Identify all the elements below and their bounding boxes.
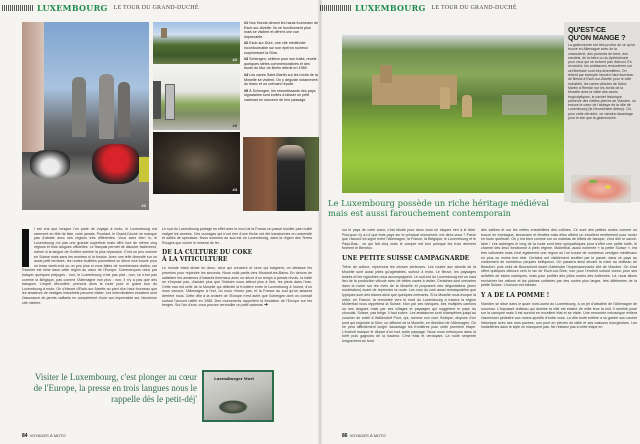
castle-tower bbox=[380, 65, 392, 83]
castle-tower bbox=[462, 95, 472, 117]
pull-quote: Visiter le Luxembourg, c'est plonger au cœur de l'Europe, la presse en trois langues nous le rappelle dès le petit-déj' bbox=[33, 372, 197, 404]
photo-esch-sur-sure bbox=[153, 22, 240, 64]
header-subtitle: LE TOUR DU GRAND-DUCHÉ bbox=[431, 5, 517, 11]
section-title-culture-coke: DE LA CULTURE DU COKE À LA VITICULTURE bbox=[162, 249, 253, 263]
hatch-decoration bbox=[2, 5, 34, 11]
photo-motorcycles-furnaces bbox=[22, 22, 149, 210]
breakfast-items bbox=[218, 400, 248, 414]
photo-wine-cellar bbox=[153, 132, 240, 194]
photo-bourscheid-castle bbox=[342, 35, 566, 193]
body-column-2 bbox=[481, 228, 637, 330]
silo-shape bbox=[99, 74, 114, 139]
magazine-name: VOYAGES À MOTO bbox=[29, 433, 66, 438]
castle-tower bbox=[440, 87, 450, 109]
photo-padlocks bbox=[243, 137, 319, 211]
silo-shape bbox=[118, 82, 130, 137]
spine-gutter bbox=[318, 0, 322, 444]
photo-number: #2 bbox=[232, 57, 237, 62]
body-column-2 bbox=[162, 227, 312, 308]
castle-tower bbox=[161, 28, 167, 38]
sidebar-body: La gastronomie est très proche de ce qu'on trouve en Allemagne avec de la charcuterie, des pommes de terre, des strudels, de la bière ou du Apfelschorle pour ceux qui ne boivent pas d'alcool. En revanche, les ambiances rencontrées sur cet itinéraire sont très diversifiées. On retient par exemple l'ancien haut fourneau de Belval à Esch-sur-Alzette pour le côté industriel, les caves viticoles de Saint-Martin à Remich sur les bords de la Moselle avec la visite des caves troglodytiques, le cachet historique préservé des vieilles pierres de Vianden, ou encore le cœur de l'abbaye de la ville de Luxembourg (la Neumünster Abbey). Où, pour cette dernière, on viendra davantage pour le site que la gastronomie. bbox=[568, 43, 636, 121]
section-title-petite-suisse: UNE PETITE SUISSE CAMPAGNARDE bbox=[342, 254, 470, 262]
photo-captions bbox=[244, 21, 319, 105]
wall-segment bbox=[153, 81, 161, 119]
intro-paragraph: l est vrai que lorsque l'on parle de voyage à moto, le Luxembourg est rarement en tête de liste, voire jamais. Pourtant, le Grand-Duché ne manque pas d'atraits avec ses régions très différentes. Vous avez bien lu, le Luxembourg n'a pas une grande superficie mais offre tout de même cinq régions et trois langues officielles. Le français permet de discuter facilement, même si la langue de Goethe semble la plus répandue. C'est un peu comme en Suisse mais sans les montres ni la fondue. Avec une telle diversité sur un aussi petit territoire, les routes fouillées promettent un décor tout trouvé pour un beau week-end ou un peu plus si vous faites de nombreuses visites, car l'histoire est riche dans cette région au cœur de l'Europe. Commençons donc par balayer quelques préjugés : non, le Luxembourg n'est pas plat ; non, ce n'est pas comme la Belgique, pas comme l'Allemagne non plus ; non, il n'y a pas que des banques. L'esprit déconfiné, prenons alors la route pour le grand tour du Luxembourg à moto. On s'élance d'Esch-sur-Alzette au pied d'un haut fourneau que les amateurs de vestiges industriels peuvent visiter. Les interminables escaliers sont l'assurance de jarrets vaillants en complément d'une vue imprenable sur l'ancienne cité minière. bbox=[22, 227, 157, 305]
section-body: Le monde étant divisé en deux, ceux qui creusent et ceux qui baignent, on délaisse les premiers pour rejoindre les seconds. Nous voilà partis vers Mondorf-les-Bains. En dehors de satisfaire les amateurs d'instants thermaux avec un décor d'un temps à jamais révolu, la halte ne s'impose pas, d'autant plus que l'histoire nous attend plus à l'est, les pieds dans l'eau. Cette eau est celle de la Moselle qui délimite la frontière entre le Luxembourg à l'ouest, d'où nous venons, l'Allemagne à l'est, où nous n'irons pas, et la France au sud qu'on laissera derrière nous. Cette ville à la croisée de l'Europe n'est autre que Schengen dont on connaît surtout l'accord ratifié en 1985. Des monuments rappellent la fondation de l'Europe sur les berges. Sur l'un d'eux, vous pouvez verrouiller un petit cadenas ➜ bbox=[162, 266, 312, 309]
running-header bbox=[320, 3, 517, 13]
intro-paragraph-continued: Le sud du Luxembourg partage en effet avec le nord de la France un passé houiller pas rouillé malgré les années. Ces ouvrages qui n'ont rien d'une friche ont été transformés en université et salles de spectacle. Nous sommes au sud-est du Luxembourg, dans la région des Terres Rouges que colore le minerai de fer. bbox=[162, 227, 312, 245]
header-brand: LUXEMBOURG bbox=[37, 3, 108, 13]
header-brand: LUXEMBOURG bbox=[355, 3, 426, 13]
section-body: Trêve de culture, reprenons les choses sérieuses. Les routes aux abords de la Moselle sont aussi jolies qu'agréables, surtout à moto. Le fleuve, les paysages boisés et les vignobles nous accompagnent. Le sud-est du Luxembourg est un haut lieu de la production viticole avec de belles caves à visiter. Certaines sont creusées dans la roche sur les rives de la Moselle et proposent des dégustations (avec modération) avant de reprendre la route. Les crus du coin aussi remarquables que typiques sont des blancs ainsi que quelques crémants. Si la Moselle nous évoque la nôtre, en France, la remontée vers le nord du Luxembourg à travers la région Mullerthal nous rappellera la Suisse. Non par ses banques, ses multiples cantons ou ses langues mais par ses villages et paysages qui suggèrent le pays du chocolat. Suisse, pas belge, il faut suivre. Les ambiances sont champêtres jusqu'au coucher de soleil à Wallendorf Pont, qui, comme son nom l'indique, dispose d'un pont qui enjambe la Sûre, un affluent de la Moselle, en direction de l'Allemagne. On ne peut difficilement longer davantage les frontières pour cette première étape. L'endroit marque le départ d'un tout autre paysage. Nous nous enfonçons dans la forêt puis gagnons de la hauteur. C'est frais et verdoyant. La route serpente longuement au fond bbox=[342, 265, 476, 343]
caption-1: #1 Nos Honda devant les hauts fourneaux de Esch-sur-Alzette. Ils ne fonctionnent plus mais se visitent et offrent une vue imprenable. bbox=[244, 21, 319, 39]
page-number: 84 bbox=[22, 433, 28, 439]
header-subtitle: LE TOUR DU GRAND-DUCHÉ bbox=[113, 5, 199, 11]
grass-patch bbox=[139, 157, 149, 182]
magazine-name: VOYAGES À MOTO bbox=[349, 433, 386, 438]
page-folio bbox=[22, 433, 66, 439]
sidebar-photo-charcuterie bbox=[571, 175, 631, 203]
food-sidebar bbox=[564, 22, 640, 202]
hatch-decoration bbox=[320, 5, 352, 11]
headline: Le Luxembourg possède un riche héritage médiéval mais est aussi farouchement contemporain bbox=[328, 198, 550, 218]
white-motorcycle bbox=[30, 150, 70, 178]
continue-arrow-icon: ➜ bbox=[263, 302, 269, 309]
photo-newspaper bbox=[202, 370, 274, 422]
caption-2: #2 Esch-sur-Sûre, une cité médiévale incontournable sur son éperon rocheux surplombant la Sûre. bbox=[244, 41, 308, 55]
village bbox=[502, 95, 547, 115]
garnish bbox=[605, 185, 611, 189]
sidebar-title: QU'EST-CE QU'ON MANGE ? bbox=[568, 25, 626, 42]
photo-number: #4 bbox=[232, 187, 237, 192]
right-page bbox=[320, 0, 640, 444]
wall-segment bbox=[165, 84, 175, 120]
page-number: 86 bbox=[342, 433, 348, 439]
red-motorcycle bbox=[92, 144, 140, 184]
caption-4: #4 Les caves Saint-Martin sur les bords de la Moselle se visitent. On y déguste notamment du blanc et un crémant réputé. bbox=[244, 72, 318, 87]
photo-number: #3 bbox=[232, 123, 237, 128]
garnish bbox=[589, 180, 597, 183]
page-folio bbox=[342, 433, 386, 439]
section-body: Vianden se situe dans le quart nord-ouest du Luxembourg, à un jet d'arbalète de l'Allemagne de nouveau. L'imposant château qui domine la ville est éclairé de mille feux la nuit. Il semble posé sur la canopée mais il est surtout en excellent état et se visite. Une remontée mécanique évitera l'ascension pédestre aux moins sportifs d'entre vous. La ville toute entière a su garder son cachet historique avec ses rues pavées, son pont en pierres de taille et ses maisons bourgeoises. Les hostelleries dans le style ne manquent pas. Ne résistez pas à cette étape en bbox=[481, 302, 637, 330]
silo-shape bbox=[72, 77, 86, 137]
newspaper-masthead: Luxemburger Wort bbox=[214, 376, 255, 381]
person-figure bbox=[277, 145, 305, 211]
drop-cap-i bbox=[22, 229, 29, 267]
caption-5: #5 À Schengen, les ressortissants des pays signataires sont invités à laisser un petit cadenas en souvenir de leur passage. bbox=[244, 88, 316, 102]
chimney-shape bbox=[22, 22, 44, 152]
caption-3: #3 Schengen, célèbre pour son traité, recèle quelques stèles commémoratives et des bouts du Mur de Berlin détruit en 1989. bbox=[244, 57, 317, 71]
running-header bbox=[2, 3, 199, 13]
photo-schengen-wall bbox=[153, 66, 240, 130]
section-title-pomme: Y A DE LA POMME ! bbox=[481, 291, 550, 299]
body-column-1 bbox=[22, 227, 157, 305]
section-body-continued: des vallées et sur les crêtes ensoleillées des collines. Ce sont des petites routes comme on trouve en montagne, sinueuses et étroites mais elles offrent un excellent revêtement pour rouler en toute quiétude. On y est bien comme sur un matelas de billets de banque, c'est dire le savoir-faire ! Les auberges le long de la route sont bien sympathiques pour s'offrir une petite halte, le charme des lieux fonctionne à plein régime. Mullerthal, aussi nommée « la petite Suisse », est très vallonnée mais c'est également une région où l'on trouve de nombreux vestiges médiévaux en plus ou moins bon état. Certains ont visiblement souffert par le passé, dans ce pays au croisement de nombreux peuples belliqueux. On passera ainsi devant la ruine du château de Beaufort, puis celui de Bourscheid avant d'atteindre l'impressionnante cité de Vianden. On s'est offert quelques détours vers le lac de Esch-sur-Sûre, non pour l'endroit surtout connu pour ses activités de loisirs nautiques, mais pour profiter des jolies routes des Ardennes. Là, nous allons enchaîner les vallons et les plaines cultivées par des routes plus larges, très différentes de la petite Suisse. L'horizon est lointain. bbox=[481, 228, 637, 288]
photo-number: #1 bbox=[141, 203, 146, 208]
body-column-1 bbox=[342, 228, 476, 344]
intro-paragraph: sur le pays de votre cœur, c'est étudié pour donc vous ne risquez rien à le faire. Pourquoi n'y a-t-il que trois pays sur le principal monument, me direz-vous ? Parce que l'accord fut signé entre l'Allemagne, la France, la Belgique, le Luxembourg et le Pays-Bas... ce qui fait cinq mais le compte est bon puisque les trois derniers forment le Benelux. bbox=[342, 228, 476, 251]
